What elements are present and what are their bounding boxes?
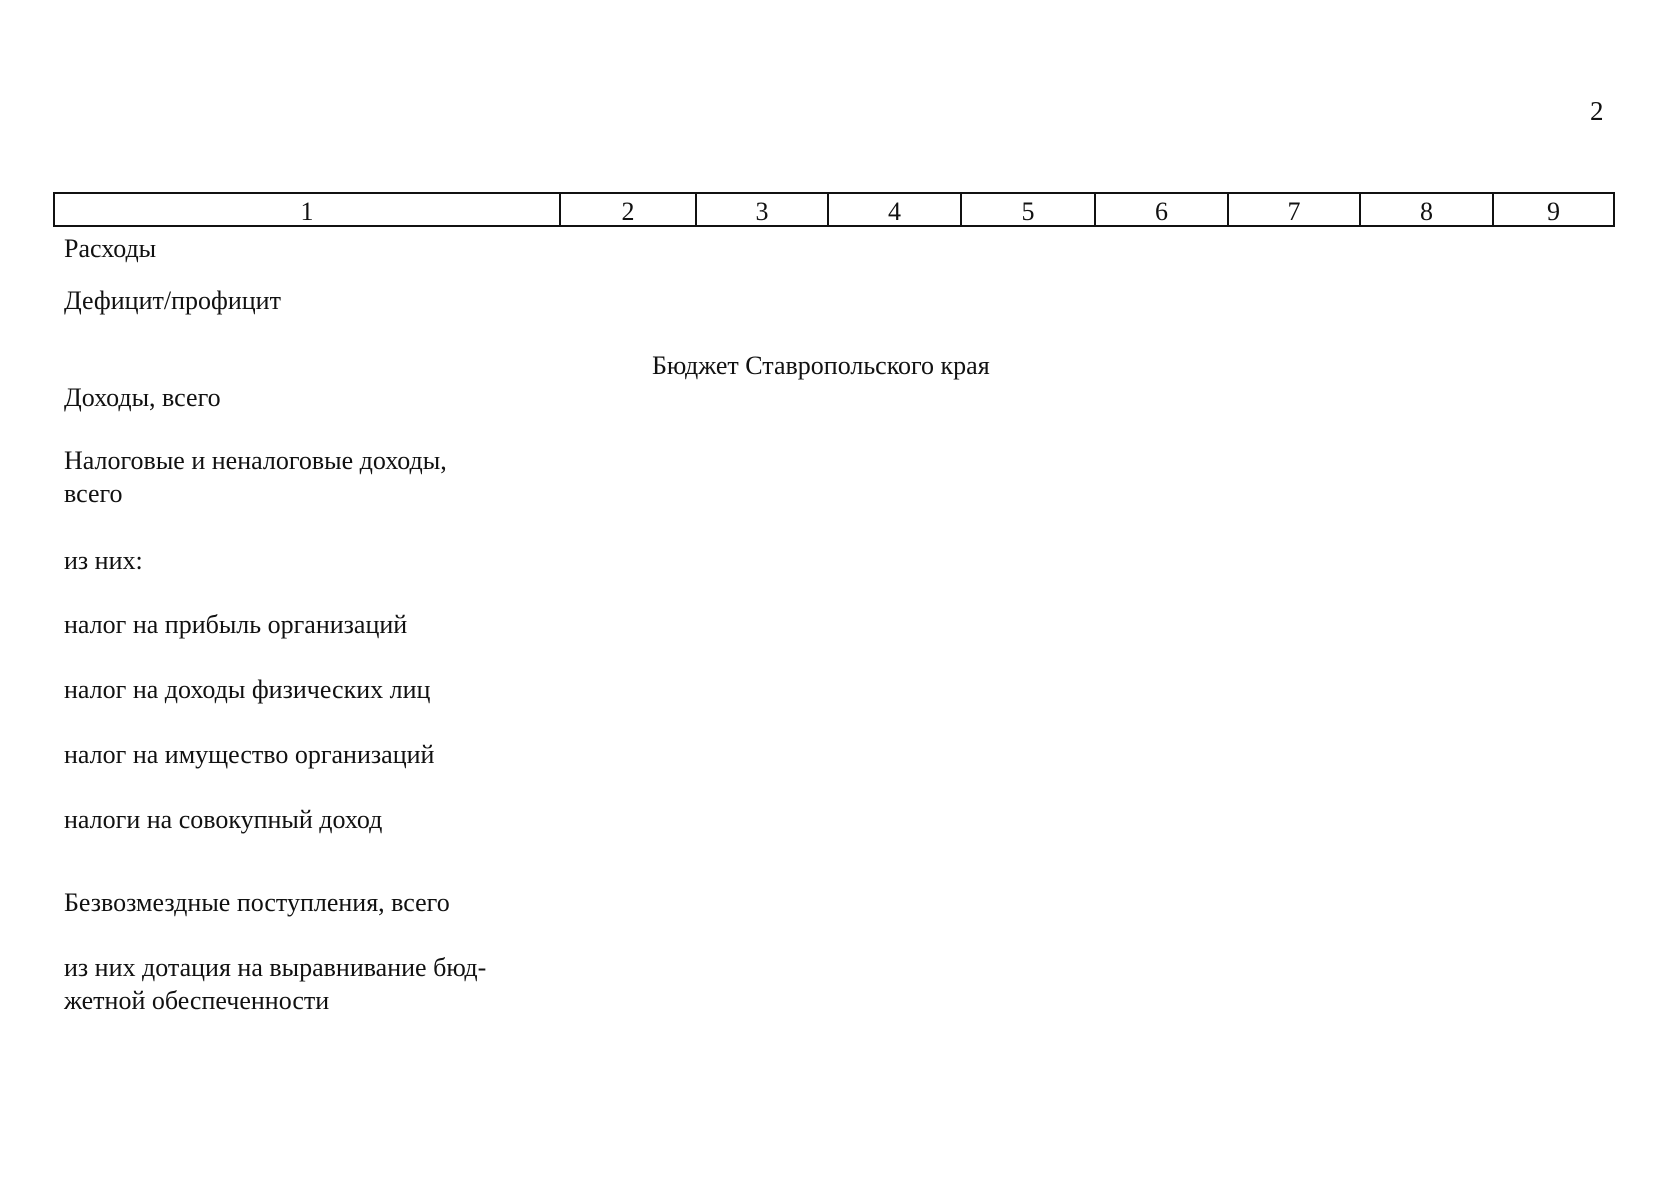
row-label-tax-nontax-line1: Налоговые и неналоговые доходы, (64, 446, 447, 475)
row-label-property-tax: налог на имущество организаций (64, 740, 435, 769)
section-title: Бюджет Ставропольского края (652, 351, 990, 380)
column-header-8: 8 (1360, 193, 1493, 226)
row-label-of-which: из них: (64, 546, 143, 575)
header-row (54, 193, 1614, 226)
column-header-7: 7 (1228, 193, 1360, 226)
row-label-personal-income-tax: налог на доходы физических лиц (64, 675, 431, 704)
row-label-tax-nontax-line2: всего (64, 479, 123, 508)
row-label-income-total: Доходы, всего (64, 383, 221, 412)
column-header-9: 9 (1493, 193, 1614, 226)
row-label-subsidy-line1: из них дотация на выравнивание бюд- (64, 953, 487, 982)
row-label-profit-tax: налог на прибыль организаций (64, 610, 408, 639)
column-header-4: 4 (828, 193, 961, 226)
column-header-5: 5 (961, 193, 1095, 226)
column-header-3: 3 (696, 193, 828, 226)
column-header-1: 1 (54, 193, 560, 226)
row-label-aggregate-income-tax: налоги на совокупный доход (64, 805, 383, 834)
column-header-table (53, 192, 1615, 227)
row-label-expenses: Расходы (64, 234, 157, 263)
column-header-2: 2 (560, 193, 696, 226)
column-header-6: 6 (1095, 193, 1228, 226)
row-label-tax-nontax-income (64, 444, 447, 510)
row-label-subsidy-line2: жетной обеспеченности (64, 986, 330, 1015)
page-number: 2 (1590, 96, 1604, 126)
row-label-deficit: Дефицит/профицит (64, 286, 281, 315)
row-label-equalization-subsidy (64, 951, 551, 1017)
row-label-gratuitous-receipts: Безвозмездные поступления, всего (64, 888, 450, 917)
